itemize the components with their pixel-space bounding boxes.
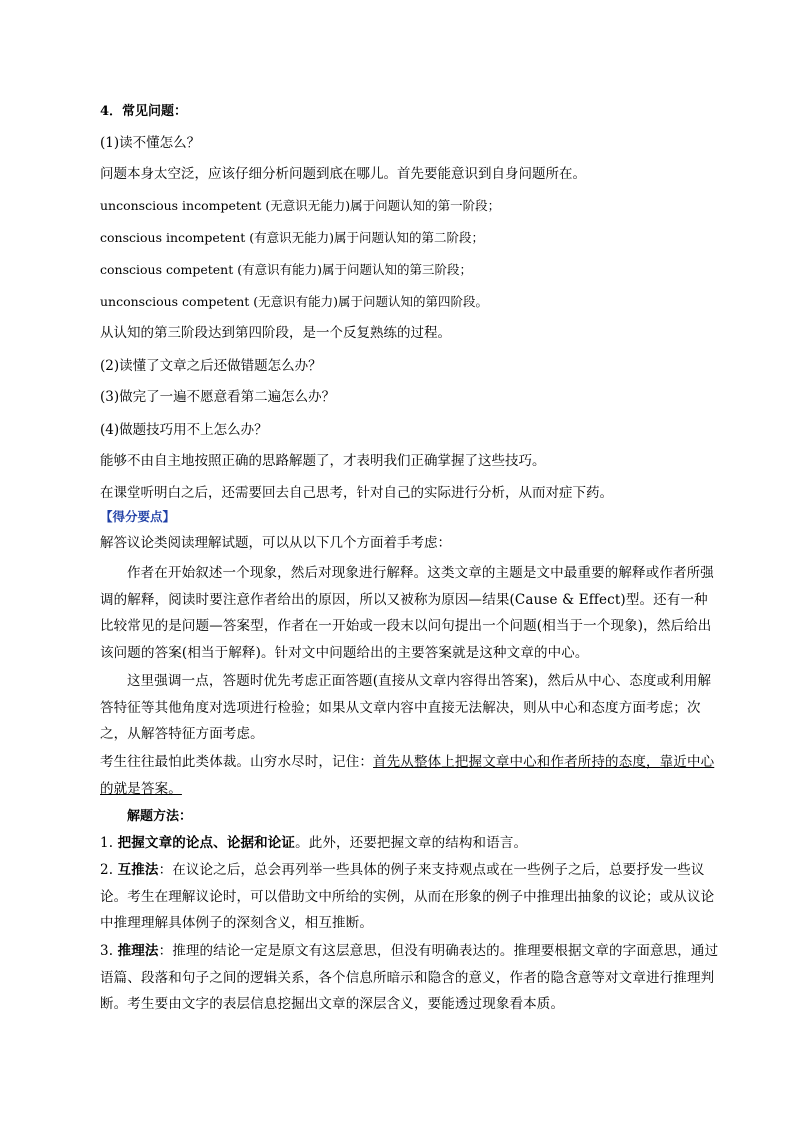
paragraph-1: 问题本身太空泛，应该仔细分析问题到底在哪儿。首先要能意识到自身问题所在。 [100, 166, 586, 182]
method-1-title: 把握文章的论点、论据和论证 [117, 835, 296, 851]
method-2-title: 互推法 [117, 862, 159, 878]
question-1: (1)读不懂怎么？ [100, 135, 201, 151]
method-2-number: 2. [100, 862, 118, 878]
stage-3: conscious competent (有意识有能力)属于问题认知的第三阶段； [100, 262, 472, 277]
method-1-number: 1. [100, 835, 118, 851]
paragraph-7: 这里强调一点，答题时优先考虑正面答题(直接从文章内容得出答案)，然后从中心、态度或利用解答特征等其他角度对选项进行检验；如果从文章内容中直接无法解决，则从中心和态度方面考虑；次之，从解答特征方面考虑。 [100, 673, 712, 742]
method-1 [100, 830, 720, 857]
question-2: (2)读懂了文章之后还做错题怎么办？ [100, 358, 322, 374]
question-3: (3)做完了一遍不愿意看第二遍怎么办？ [100, 389, 336, 405]
score-points-heading: 【得分要点】 [100, 509, 176, 524]
paragraph-4: 在课堂听明白之后，还需要回去自己思考，针对自己的实际进行分析，从而对症下药。 [100, 485, 613, 501]
stage-4: unconscious competent (无意识有能力)属于问题认知的第四阶段。 [100, 294, 489, 309]
method-3-title: 推理法 [117, 943, 159, 959]
method-3 [100, 938, 720, 1018]
method-2 [100, 857, 720, 937]
paragraph-3: 能够不由自主地按照正确的思路解题了，才表明我们正确掌握了这些技巧。 [100, 453, 546, 469]
paragraph-5: 解答议论类阅读理解试题，可以从以下几个方面着手考虑： [100, 535, 451, 551]
paragraph-8-lead: 考生往往最怕此类体裁。山穷水尽时，记住： [100, 754, 373, 770]
method-2-text: ：在议论之后，总会再列举一些具体的例子来支持观点或在一些例子之后，总要抒发一些议论。考生在理解议论时，可以借助文中所给的实例，从而在形象的例子中推理出抽象的议论；或从议论中推理理解具体例子的深刻含义，相互推断。 [100, 862, 715, 931]
method-3-text: ：推理的结论一定是原文有这层意思，但没有明确表达的。推理要根据文章的字面意思，通过语篇、段落和句子之间的逻辑关系，各个信息所暗示和隐含的意义，作者的隐含意等对文章进行推理判断。考生要由文字的表层信息挖掘出文章的深层含义，要能透过现象看本质。 [100, 943, 719, 1012]
question-4: (4)做题技巧用不上怎么办？ [100, 422, 268, 438]
paragraph-8 [100, 749, 720, 802]
paragraph-2: 从认知的第三阶段达到第四阶段，是一个反复熟练的过程。 [100, 325, 451, 341]
method-1-text: 。此外，还要把握文章的结构和语言。 [295, 835, 528, 851]
paragraph-8-underlined: 首先从整体上把握文章中心和作者所持的态度，靠近中心的就是答案。 [100, 754, 715, 797]
stage-2: conscious incompetent (有意识无能力)属于问题认知的第二阶段； [100, 230, 485, 245]
method-heading: 解题方法： [127, 809, 193, 824]
stage-1: unconscious incompetent (无意识无能力)属于问题认知的第一阶段； [100, 198, 501, 213]
heading-common-questions: 4．常见问题： [100, 104, 188, 119]
paragraph-6: 作者在开始叙述一个现象，然后对现象进行解释。这类文章的主题是文中最重要的解释或作者所强调的解释，阅读时要注意作者给出的原因，所以又被称为原因—结果(Cause & Effect)型。还有一种比较常见的是问题—答案型，作者在一开始或一段末以问句提出一个问题(相当于一个现象)，然后给出该问题的答案(相当于解释)。针对文中问题给出的主要答案就是这种文章的中心。 [100, 565, 714, 661]
method-3-number: 3. [100, 943, 118, 959]
